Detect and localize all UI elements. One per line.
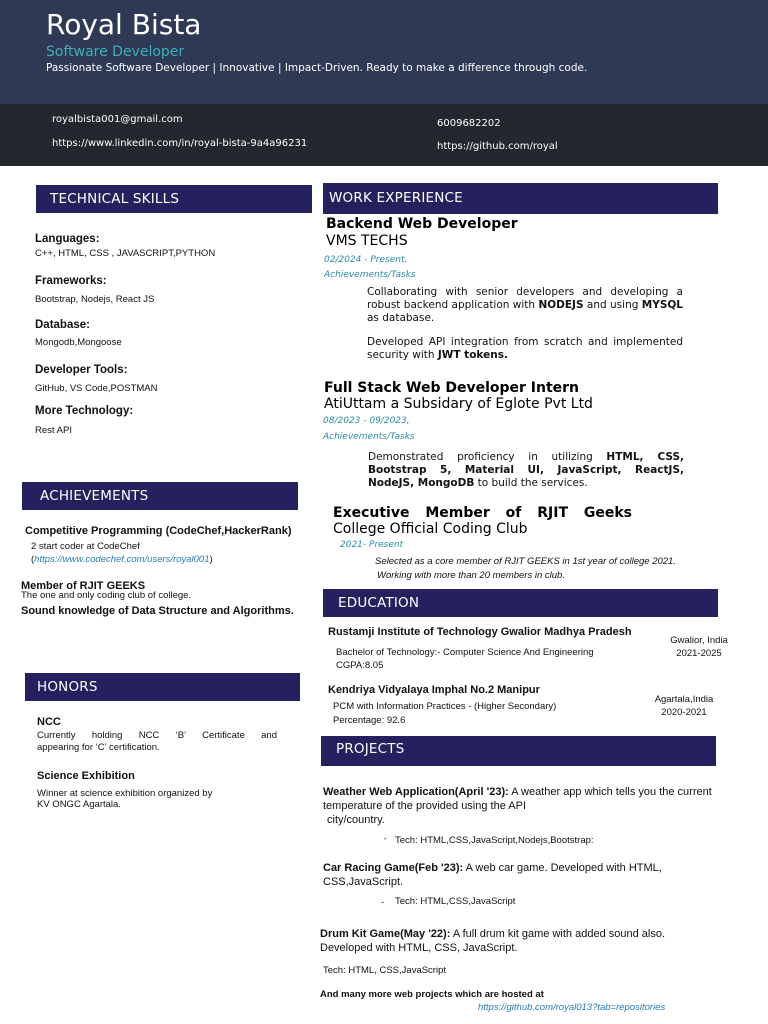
- job1-desc2: Developed API integration from scratch and implemented security with JWT tokens.: [367, 336, 683, 361]
- dash-icon: -: [381, 897, 384, 907]
- job2-tasks-label: Achievements/Tasks: [323, 432, 415, 442]
- job2-title: Full Stack Web Developer Intern: [324, 380, 580, 396]
- project1-desc-line2: city/country.: [327, 814, 385, 826]
- achievements-heading: ACHIEVEMENTS: [22, 482, 298, 510]
- ncc-title: NCC: [37, 716, 61, 728]
- job3-date: 2021- Present: [340, 540, 404, 550]
- edu2-years: 2020-2021: [661, 707, 707, 718]
- codechef-link[interactable]: https://www.codechef.com/users/royal001: [34, 554, 210, 565]
- edu1-school: Rustamji Institute of Technology Gwalior Madhya Pradesh: [328, 626, 632, 638]
- edu1-location: Gwalior, India: [670, 635, 728, 646]
- candidate-name: Royal Bista: [46, 8, 202, 41]
- job1-date: 02/2024 - Present,: [324, 255, 408, 265]
- email-link[interactable]: royalbista001@gmail.com: [52, 114, 183, 125]
- edu1-degree: Bachelor of Technology:- Computer Science And Engineering: [336, 647, 594, 658]
- job3-title: Executive Member of RJIT Geeks: [333, 505, 632, 521]
- database-label: Database:: [35, 319, 90, 331]
- technical-skills-heading: TECHNICAL SKILLS: [36, 185, 312, 213]
- edu2-location: Agartala,India: [654, 694, 714, 705]
- job1-tasks-label: Achievements/Tasks: [324, 270, 416, 280]
- job3-desc2: Working with more than 20 members in club.: [377, 570, 565, 581]
- more-technology-value: Rest API: [35, 425, 72, 436]
- project1-summary: Weather Web Application(April '23): A weather app which tells you the current temperature of the provided using the API: [323, 786, 712, 812]
- languages-label: Languages:: [35, 233, 100, 245]
- project2-summary: Car Racing Game(Feb '23): A web car game. Developed with HTML, CSS,JavaScript.: [323, 862, 662, 888]
- phone-number: 6009682202: [437, 118, 501, 129]
- contact-bar: [0, 104, 768, 166]
- job1-desc1: Collaborating with senior developers and developing a robust backend application with NODEJS and using MYSQL as database.: [367, 286, 683, 324]
- database-value: Mongodb,Mongoose: [35, 337, 122, 348]
- edu1-years: 2021-2025: [676, 648, 722, 659]
- edu2-school: Kendriya Vidyalaya Imphal No.2 Manipur: [328, 684, 540, 696]
- dsa-knowledge: Sound knowledge of Data Structure and Algorithms.: [21, 605, 294, 617]
- more-technology-label: More Technology:: [35, 405, 134, 417]
- edu2-degree: PCM with Information Practices - (Higher Secondary): [333, 701, 557, 712]
- science-exhibition-title: Science Exhibition: [37, 770, 135, 782]
- job2-desc: Demonstrated proficiency in utilizing HTML, CSS, Bootstrap 5, Material UI, JavaScript, ReactJS, NodeJS, MongoDB to build the services.: [368, 451, 684, 489]
- ncc-desc-line2: appearing for ‘C’ certification.: [37, 742, 160, 753]
- resume-header: [0, 0, 768, 104]
- project2-tech: Tech: HTML,CSS,JavaScript: [395, 896, 516, 907]
- linkedin-link[interactable]: https://www.linkedin.com/in/royal-bista-9a4a96231: [52, 138, 308, 149]
- projects-heading: PROJECTS: [321, 736, 716, 766]
- honors-heading: HONORS: [25, 673, 300, 701]
- more-projects-note: And many more web projects which are hosted at: [320, 989, 544, 1000]
- frameworks-value: Bootstrap, Nodejs, React JS: [35, 294, 155, 305]
- project3-tech: Tech: HTML, CSS,JavaScript: [323, 965, 447, 976]
- candidate-role: Software Developer: [46, 44, 185, 60]
- developer-tools-label: Developer Tools:: [35, 364, 128, 376]
- developer-tools-value: GitHub, VS Code,POSTMAN: [35, 383, 158, 394]
- bullet-icon: •: [384, 836, 387, 843]
- ncc-desc-line1: Currently holding NCC ‘B’ Certificate and: [37, 730, 277, 741]
- edu2-percentage: Percentage: 92.6: [333, 715, 406, 726]
- job1-title: Backend Web Developer: [326, 216, 518, 232]
- work-experience-heading: WORK EXPERIENCE: [323, 183, 718, 214]
- edu1-cgpa: CGPA:8.05: [336, 660, 384, 671]
- job2-company: AtiUttam a Subsidary of Eglote Pvt Ltd: [324, 396, 593, 412]
- competitive-programming-title: Competitive Programming (CodeChef,HackerRank): [25, 525, 292, 537]
- rjit-geeks-desc: The one and only coding club of college.: [21, 590, 192, 601]
- frameworks-label: Frameworks:: [35, 275, 107, 287]
- github-link[interactable]: https://github.com/royal: [437, 141, 558, 152]
- github-repositories-link[interactable]: https://github.com/royal013?tab=repositories: [478, 1002, 666, 1013]
- science-exhibition-line2: KV ONGC Agartala.: [37, 799, 121, 810]
- languages-value: C++, HTML, CSS , JAVASCRIPT,PYTHON: [35, 248, 216, 259]
- job3-company: College Official Coding Club: [333, 521, 528, 537]
- education-heading: EDUCATION: [323, 589, 718, 617]
- project3-summary: Drum Kit Game(May '22): A full drum kit game with added sound also. Developed with HTML, CSS, JavaScript.: [320, 928, 665, 954]
- job1-company: VMS TECHS: [326, 233, 408, 249]
- codechef-rating: 2 start coder at CodeChef: [31, 541, 140, 552]
- rjit-geeks-title: Member of RJIT GEEKS: [21, 580, 146, 592]
- project1-tech: Tech: HTML,CSS,JavaScript,Nodejs,Bootstrap:: [395, 835, 594, 846]
- job3-desc1: Selected as a core member of RJIT GEEKS in 1st year of college 2021.: [375, 556, 676, 567]
- candidate-tagline: Passionate Software Developer | Innovative | Impact-Driven. Ready to make a difference through code.: [46, 62, 588, 74]
- science-exhibition-line1: Winner at science exhibition organized by: [37, 788, 213, 799]
- codechef-link-line: (https://www.codechef.com/users/royal001): [31, 554, 213, 565]
- job2-date: 08/2023 - 09/2023,: [323, 416, 410, 426]
